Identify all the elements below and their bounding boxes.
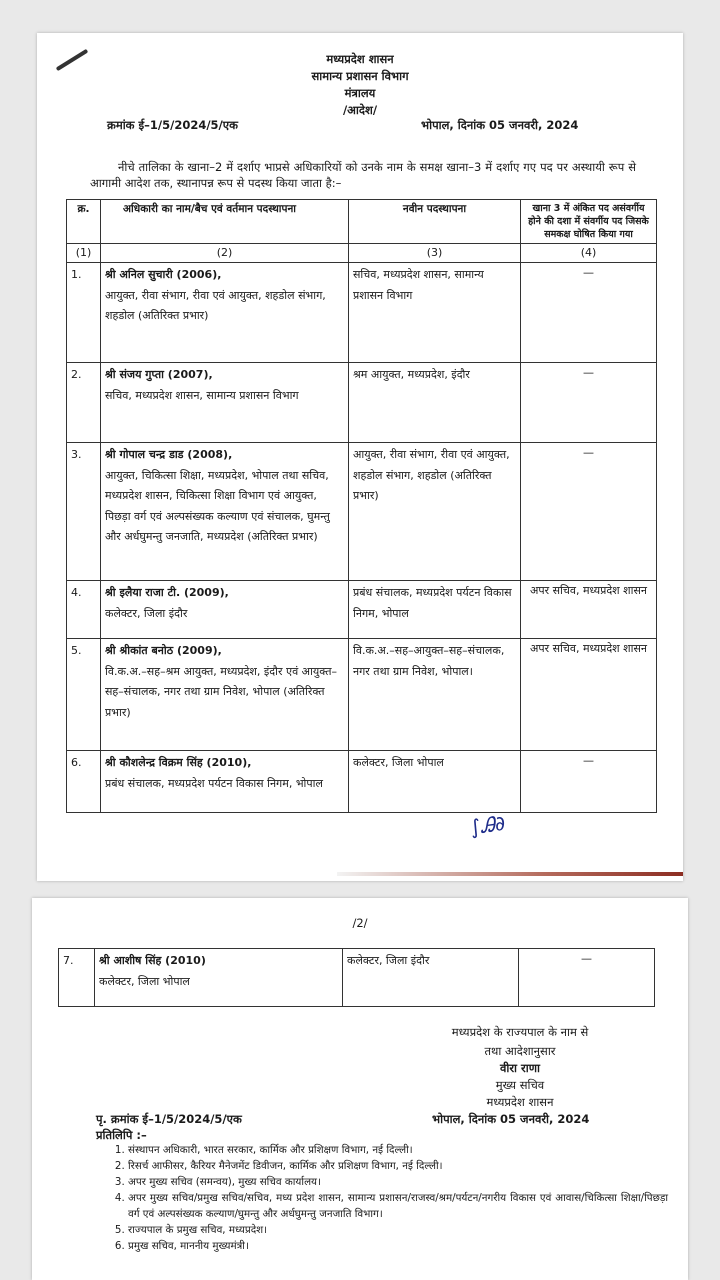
- list-item: 1. संस्थापन अधिकारी, भारत सरकार, कार्मिक और प्रशिक्षण विभाग, नई दिल्ली।: [128, 1142, 668, 1158]
- header-government: मध्यप्रदेश शासन: [326, 52, 394, 66]
- row-sn: 5.: [67, 639, 101, 751]
- list-item: 4. अपर मुख्य सचिव/प्रमुख सचिव/सचिव, मध्य प्रदेश शासन, सामान्य प्रशासन/राजस्व/श्रम/पर्यटन/नगरीय विकास एवं आवास/चिकित्सा शिक्षा/पिछड़ा वर्ग एवं अल्पसंख्यक कल्याण/घुमन्तु और अर्धघुमन्तु जनजाति विभाग।: [128, 1190, 668, 1222]
- postings-table: [66, 199, 657, 813]
- col-header-new-posting: नवीन पदस्थापना: [349, 200, 521, 244]
- header-department: सामान्य प्रशासन विभाग: [311, 69, 409, 83]
- table-row: [67, 639, 657, 751]
- row-new-posting: सचिव, मध्यप्रदेश शासन, सामान्य प्रशासन विभाग: [349, 263, 521, 363]
- row-new-posting: कलेक्टर, जिला इंदौर: [343, 949, 519, 1007]
- officer-current-posting: कलेक्टर, जिला इंदौर: [105, 606, 188, 620]
- table-row: [67, 443, 657, 581]
- order-place-date: भोपाल, दिनांक 05 जनवरी, 2024: [421, 118, 579, 132]
- row-sn: 7.: [59, 949, 95, 1007]
- officer-current-posting: प्रबंध संचालक, मध्यप्रदेश पर्यटन विकास निगम, भोपाल: [105, 776, 323, 790]
- signatory-office: मध्यप्रदेश शासन: [486, 1095, 554, 1109]
- row-officer: [101, 581, 349, 639]
- intro-paragraph: नीचे तालिका के खाना–2 में दर्शाए भाप्रसे अधिकारियों को उनके नाम के समक्ष खाना–3 में दर्शाए गए पद पर अस्थायी रूप से आगामी आदेश तक, स्थानापन्न रूप से पदस्थ किया जाता है:–: [90, 160, 636, 190]
- row-new-posting: आयुक्त, रीवा संभाग, रीवा एवं आयुक्त, शहडोल संभाग, शहडोल (अतिरिक्त प्रभार): [349, 443, 521, 581]
- col-number: (2): [101, 244, 349, 263]
- row-new-posting: कलेक्टर, जिला भोपाल: [349, 751, 521, 813]
- initials-signature: ∫Ꭿ∂: [468, 810, 507, 840]
- document-page-1: [37, 33, 683, 881]
- col-number: (1): [67, 244, 101, 263]
- officer-name: श्री कौशलेन्द्र विक्रम सिंह (2010),: [105, 756, 252, 769]
- col-header-equivalent: खाना 3 में अंकित पद असंवर्गीय होने की दशा में संवर्गीय पद जिसके समकक्ष घोषित किया गया: [521, 200, 657, 244]
- officer-name: श्री इलैया राजा टी. (2009),: [105, 586, 229, 599]
- row-equivalent: —: [521, 263, 657, 363]
- row-new-posting: प्रबंध संचालक, मध्यप्रदेश पर्यटन विकास निगम, भोपाल: [349, 581, 521, 639]
- col-header-officer: अधिकारी का नाम/बैच एवं वर्तमान पदस्थापना: [101, 200, 349, 244]
- row-officer: [101, 443, 349, 581]
- officer-current-posting: आयुक्त, चिकित्सा शिक्षा, मध्यप्रदेश, भोपाल तथा सचिव, मध्यप्रदेश शासन, चिकित्सा शिक्षा विभाग एवं आयुक्त, पिछड़ा वर्ग एवं अल्पसंख्यक कल्याण एवं संचालक, घुमन्तु और अर्धघुमन्तु जनजाति, मध्यप्रदेश (अतिरिक्त प्रभार): [105, 468, 330, 543]
- row-equivalent: —: [519, 949, 655, 1007]
- row-officer: [101, 263, 349, 363]
- row-new-posting: वि.क.अ.–सह–आयुक्त–सह–संचालक, नगर तथा ग्राम निवेश, भोपाल।: [349, 639, 521, 751]
- list-item: 2. रिसर्च आफीसर, कैरियर मैनेजमेंट डिवीजन, कार्मिक और प्रशिक्षण विभाग, नई दिल्ली।: [128, 1158, 668, 1174]
- copy-order-number: पृ. क्रमांक ई–1/5/2024/5/एक: [96, 1112, 242, 1126]
- officer-name: श्री संजय गुप्ता (2007),: [105, 368, 213, 381]
- row-officer: [95, 949, 343, 1007]
- header-ministry: मंत्रालय: [344, 86, 376, 100]
- list-item: 5. राज्यपाल के प्रमुख सचिव, मध्यप्रदेश।: [128, 1222, 668, 1238]
- table-header-row: [67, 200, 657, 244]
- row-sn: 2.: [67, 363, 101, 443]
- order-number: क्रमांक ई–1/5/2024/5/एक: [107, 118, 238, 132]
- postings-table-continued: [58, 948, 655, 1007]
- governor-line-2: तथा आदेशानुसार: [484, 1044, 556, 1058]
- row-equivalent: —: [521, 751, 657, 813]
- row-sn: 1.: [67, 263, 101, 363]
- officer-current-posting: आयुक्त, रीवा संभाग, रीवा एवं आयुक्त, शहडोल संभाग, शहडोल (अतिरिक्त प्रभार): [105, 288, 326, 322]
- table-row: [67, 581, 657, 639]
- col-header-sn: क्र.: [67, 200, 101, 244]
- list-item: 6. प्रमुख सचिव, माननीय मुख्यमंत्री।: [128, 1238, 668, 1254]
- table-row: [67, 263, 657, 363]
- officer-current-posting: वि.क.अ.–सह–श्रम आयुक्त, मध्यप्रदेश, इंदौर एवं आयुक्त–सह–संचालक, नगर तथा ग्राम निवेश, भोपाल (अतिरिक्त प्रभार): [105, 664, 337, 719]
- table-colnum-row: [67, 244, 657, 263]
- signatory-designation: मुख्य सचिव: [495, 1078, 545, 1092]
- row-sn: 3.: [67, 443, 101, 581]
- copy-label: प्रतिलिपि :–: [96, 1128, 147, 1142]
- row-officer: [101, 751, 349, 813]
- row-equivalent: —: [521, 443, 657, 581]
- document-page-2: [32, 898, 688, 1280]
- row-sn: 4.: [67, 581, 101, 639]
- row-equivalent: —: [521, 363, 657, 443]
- officer-current-posting: कलेक्टर, जिला भोपाल: [99, 974, 190, 988]
- table-row: [67, 751, 657, 813]
- officer-name: श्री आशीष सिंह (2010): [99, 954, 206, 967]
- table-row: [67, 363, 657, 443]
- table-row: [59, 949, 655, 1007]
- copy-place-date: भोपाल, दिनांक 05 जनवरी, 2024: [432, 1112, 590, 1126]
- row-officer: [101, 363, 349, 443]
- page-number: /2/: [352, 916, 368, 930]
- signatory-name: वीरा राणा: [499, 1061, 541, 1075]
- governor-line-1: मध्यप्रदेश के राज्यपाल के नाम से: [451, 1025, 589, 1039]
- row-equivalent: अपर सचिव, मध्यप्रदेश शासन: [521, 581, 657, 639]
- officer-name: श्री अनिल सुचारी (2006),: [105, 268, 222, 281]
- row-officer: [101, 639, 349, 751]
- officer-name: श्री श्रीकांत बनोठ (2009),: [105, 644, 222, 657]
- officer-name: श्री गोपाल चन्द्र डाड (2008),: [105, 448, 233, 461]
- officer-current-posting: सचिव, मध्यप्रदेश शासन, सामान्य प्रशासन विभाग: [105, 388, 299, 402]
- row-sn: 6.: [67, 751, 101, 813]
- col-number: (4): [521, 244, 657, 263]
- col-number: (3): [349, 244, 521, 263]
- header-order: /आदेश/: [342, 103, 378, 117]
- row-new-posting: श्रम आयुक्त, मध्यप्रदेश, इंदौर: [349, 363, 521, 443]
- scan-edge: [337, 872, 683, 876]
- copy-recipients-list: [110, 1142, 668, 1254]
- list-item: 3. अपर मुख्य सचिव (समन्वय), मुख्य सचिव कार्यालय।: [128, 1174, 668, 1190]
- row-equivalent: अपर सचिव, मध्यप्रदेश शासन: [521, 639, 657, 751]
